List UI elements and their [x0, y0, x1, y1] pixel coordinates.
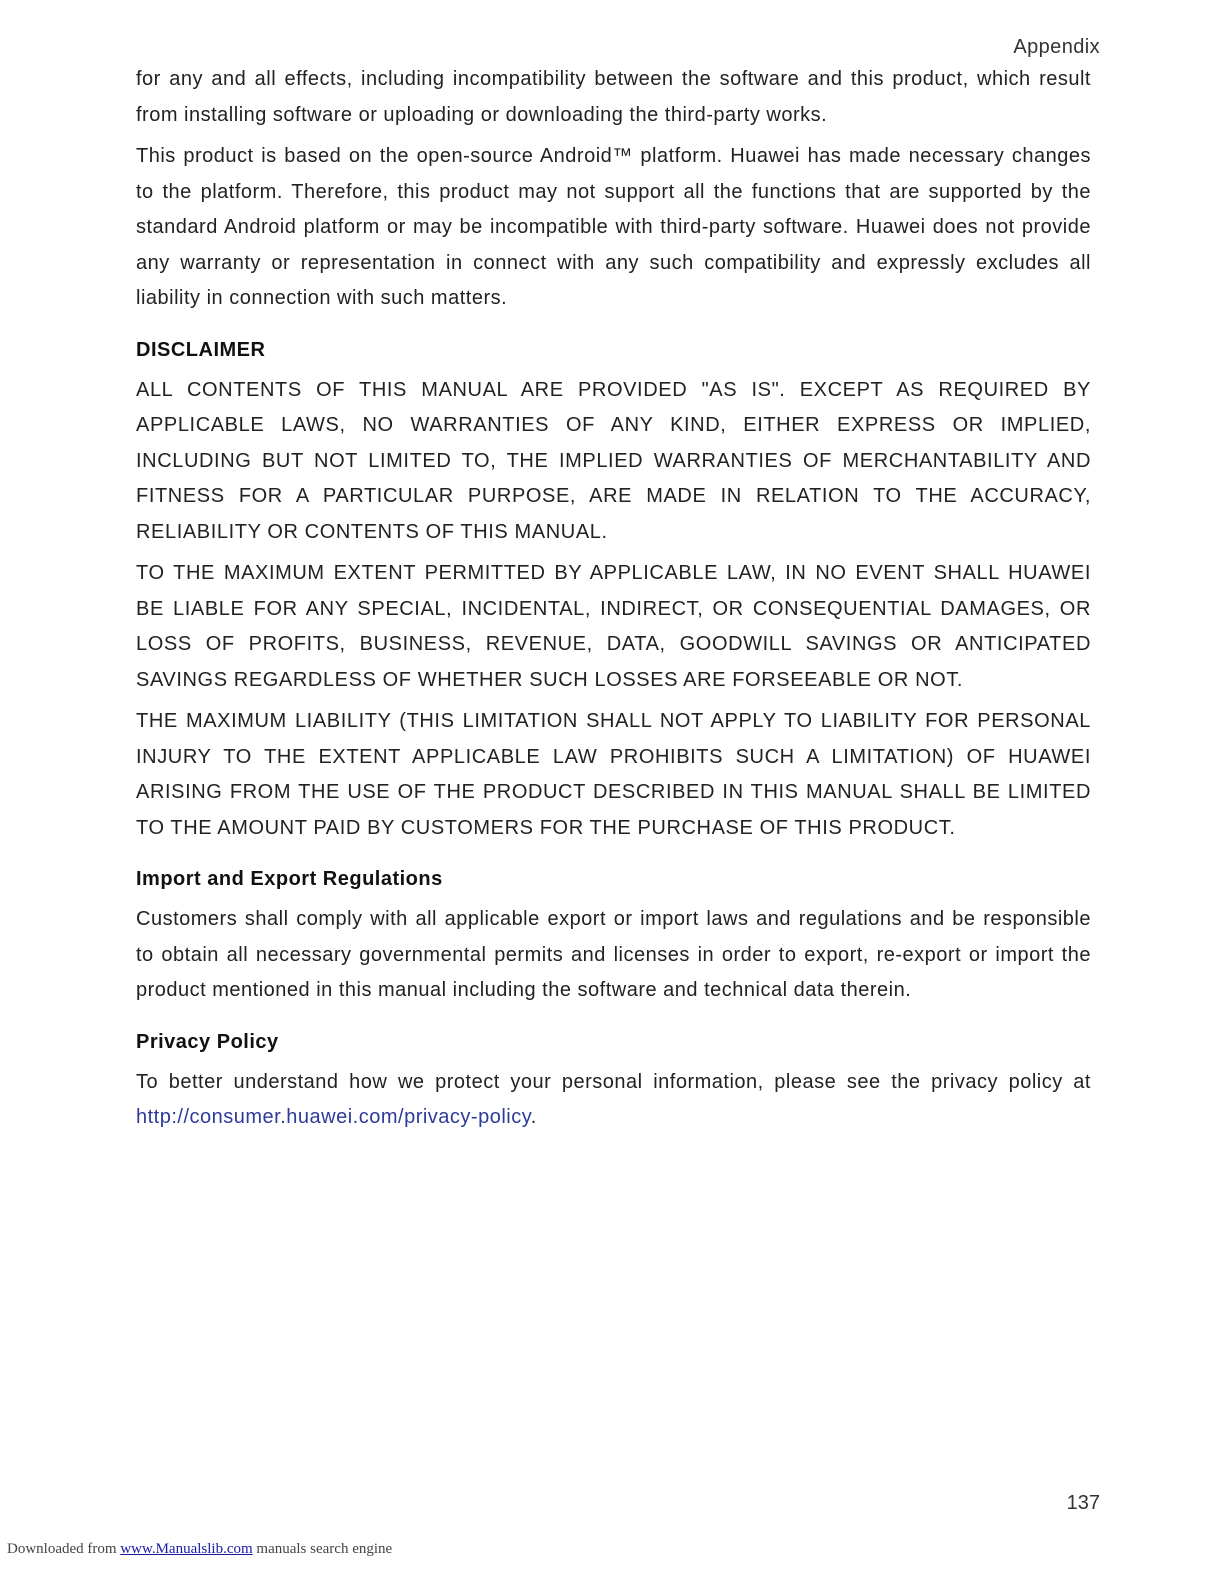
privacy-text: To better understand how we protect your personal information, please see the privacy policy at [136, 1070, 1091, 1093]
privacy-policy-link[interactable]: http://consumer.huawei.com/privacy-policy [136, 1106, 531, 1128]
section-header: Appendix [1013, 36, 1100, 58]
privacy-heading: Privacy Policy [136, 1030, 279, 1053]
manualslib-link[interactable]: www.Manualslib.com [120, 1541, 253, 1557]
disclaimer-paragraph-2: TO THE MAXIMUM EXTENT PERMITTED BY APPLICABLE LAW, IN NO EVENT SHALL HUAWEI BE LIABLE FOR ANY SPECIAL, INCIDENTAL, INDIRECT, OR CONSEQUENTIAL DAMAGES, OR LOSS OF PROFITS, BUSINESS, REVENUE, DATA, GOODWILL SAVINGS OR ANTICIPATED SAVINGS REGARDLESS OF WHETHER SUCH LOSSES ARE FORSEEABLE OR NOT. [136, 562, 1091, 691]
privacy-trailing: . [530, 1106, 537, 1128]
import-export-paragraph: Customers shall comply with all applicable export or import laws and regulations and be responsible to obtain all necessary governmental permits and licenses in order to export, re-export or import the product mentioned in this manual including the software and technical data therein. [136, 908, 1091, 1001]
intro-paragraph-2: This product is based on the open-source Android™ platform. Huawei has made necessary changes to the platform. Therefore, this product may not support all the functions that are supported by the standard Android platform or may be incompatible with third-party software. Huawei does not provide any warranty or representation in connect with any such compatibility and expressly excludes all liability in connection with such matters. [136, 145, 1091, 309]
disclaimer-paragraph-1: ALL CONTENTS OF THIS MANUAL ARE PROVIDED "AS IS". EXCEPT AS REQUIRED BY APPLICABLE LAWS, NO WARRANTIES OF ANY KIND, EITHER EXPRESS OR IMPLIED, INCLUDING BUT NOT LIMITED TO, THE IMPLIED WARRANTIES OF MERCHANTABILITY AND FITNESS FOR A PARTICULAR PURPOSE, ARE MADE IN RELATION TO THE ACCURACY, RELIABILITY OR CONTENTS OF THIS MANUAL. [136, 378, 1091, 543]
intro-paragraph-1: for any and all effects, including incompatibility between the software and this product, which result from installing software or uploading or downloading the third-party works. [136, 68, 1091, 126]
disclaimer-paragraph-3: THE MAXIMUM LIABILITY (THIS LIMITATION SHALL NOT APPLY TO LIABILITY FOR PERSONAL INJURY TO THE EXTENT APPLICABLE LAW PROHIBITS SUCH A LIMITATION) OF HUAWEI ARISING FROM THE USE OF THE PRODUCT DESCRIBED IN THIS MANUAL SHALL BE LIMITED TO THE AMOUNT PAID BY CUSTOMERS FOR THE PURCHASE OF THIS PRODUCT. [136, 710, 1091, 839]
download-footer [7, 1541, 392, 1558]
privacy-paragraph [136, 1065, 1091, 1136]
footer-prefix: Downloaded from [7, 1541, 121, 1557]
page-content [136, 62, 1091, 1142]
footer-suffix: manuals search engine [252, 1541, 393, 1557]
page-number: 137 [1066, 1492, 1100, 1514]
disclaimer-heading: DISCLAIMER [136, 338, 266, 361]
import-export-heading: Import and Export Regulations [136, 868, 443, 890]
